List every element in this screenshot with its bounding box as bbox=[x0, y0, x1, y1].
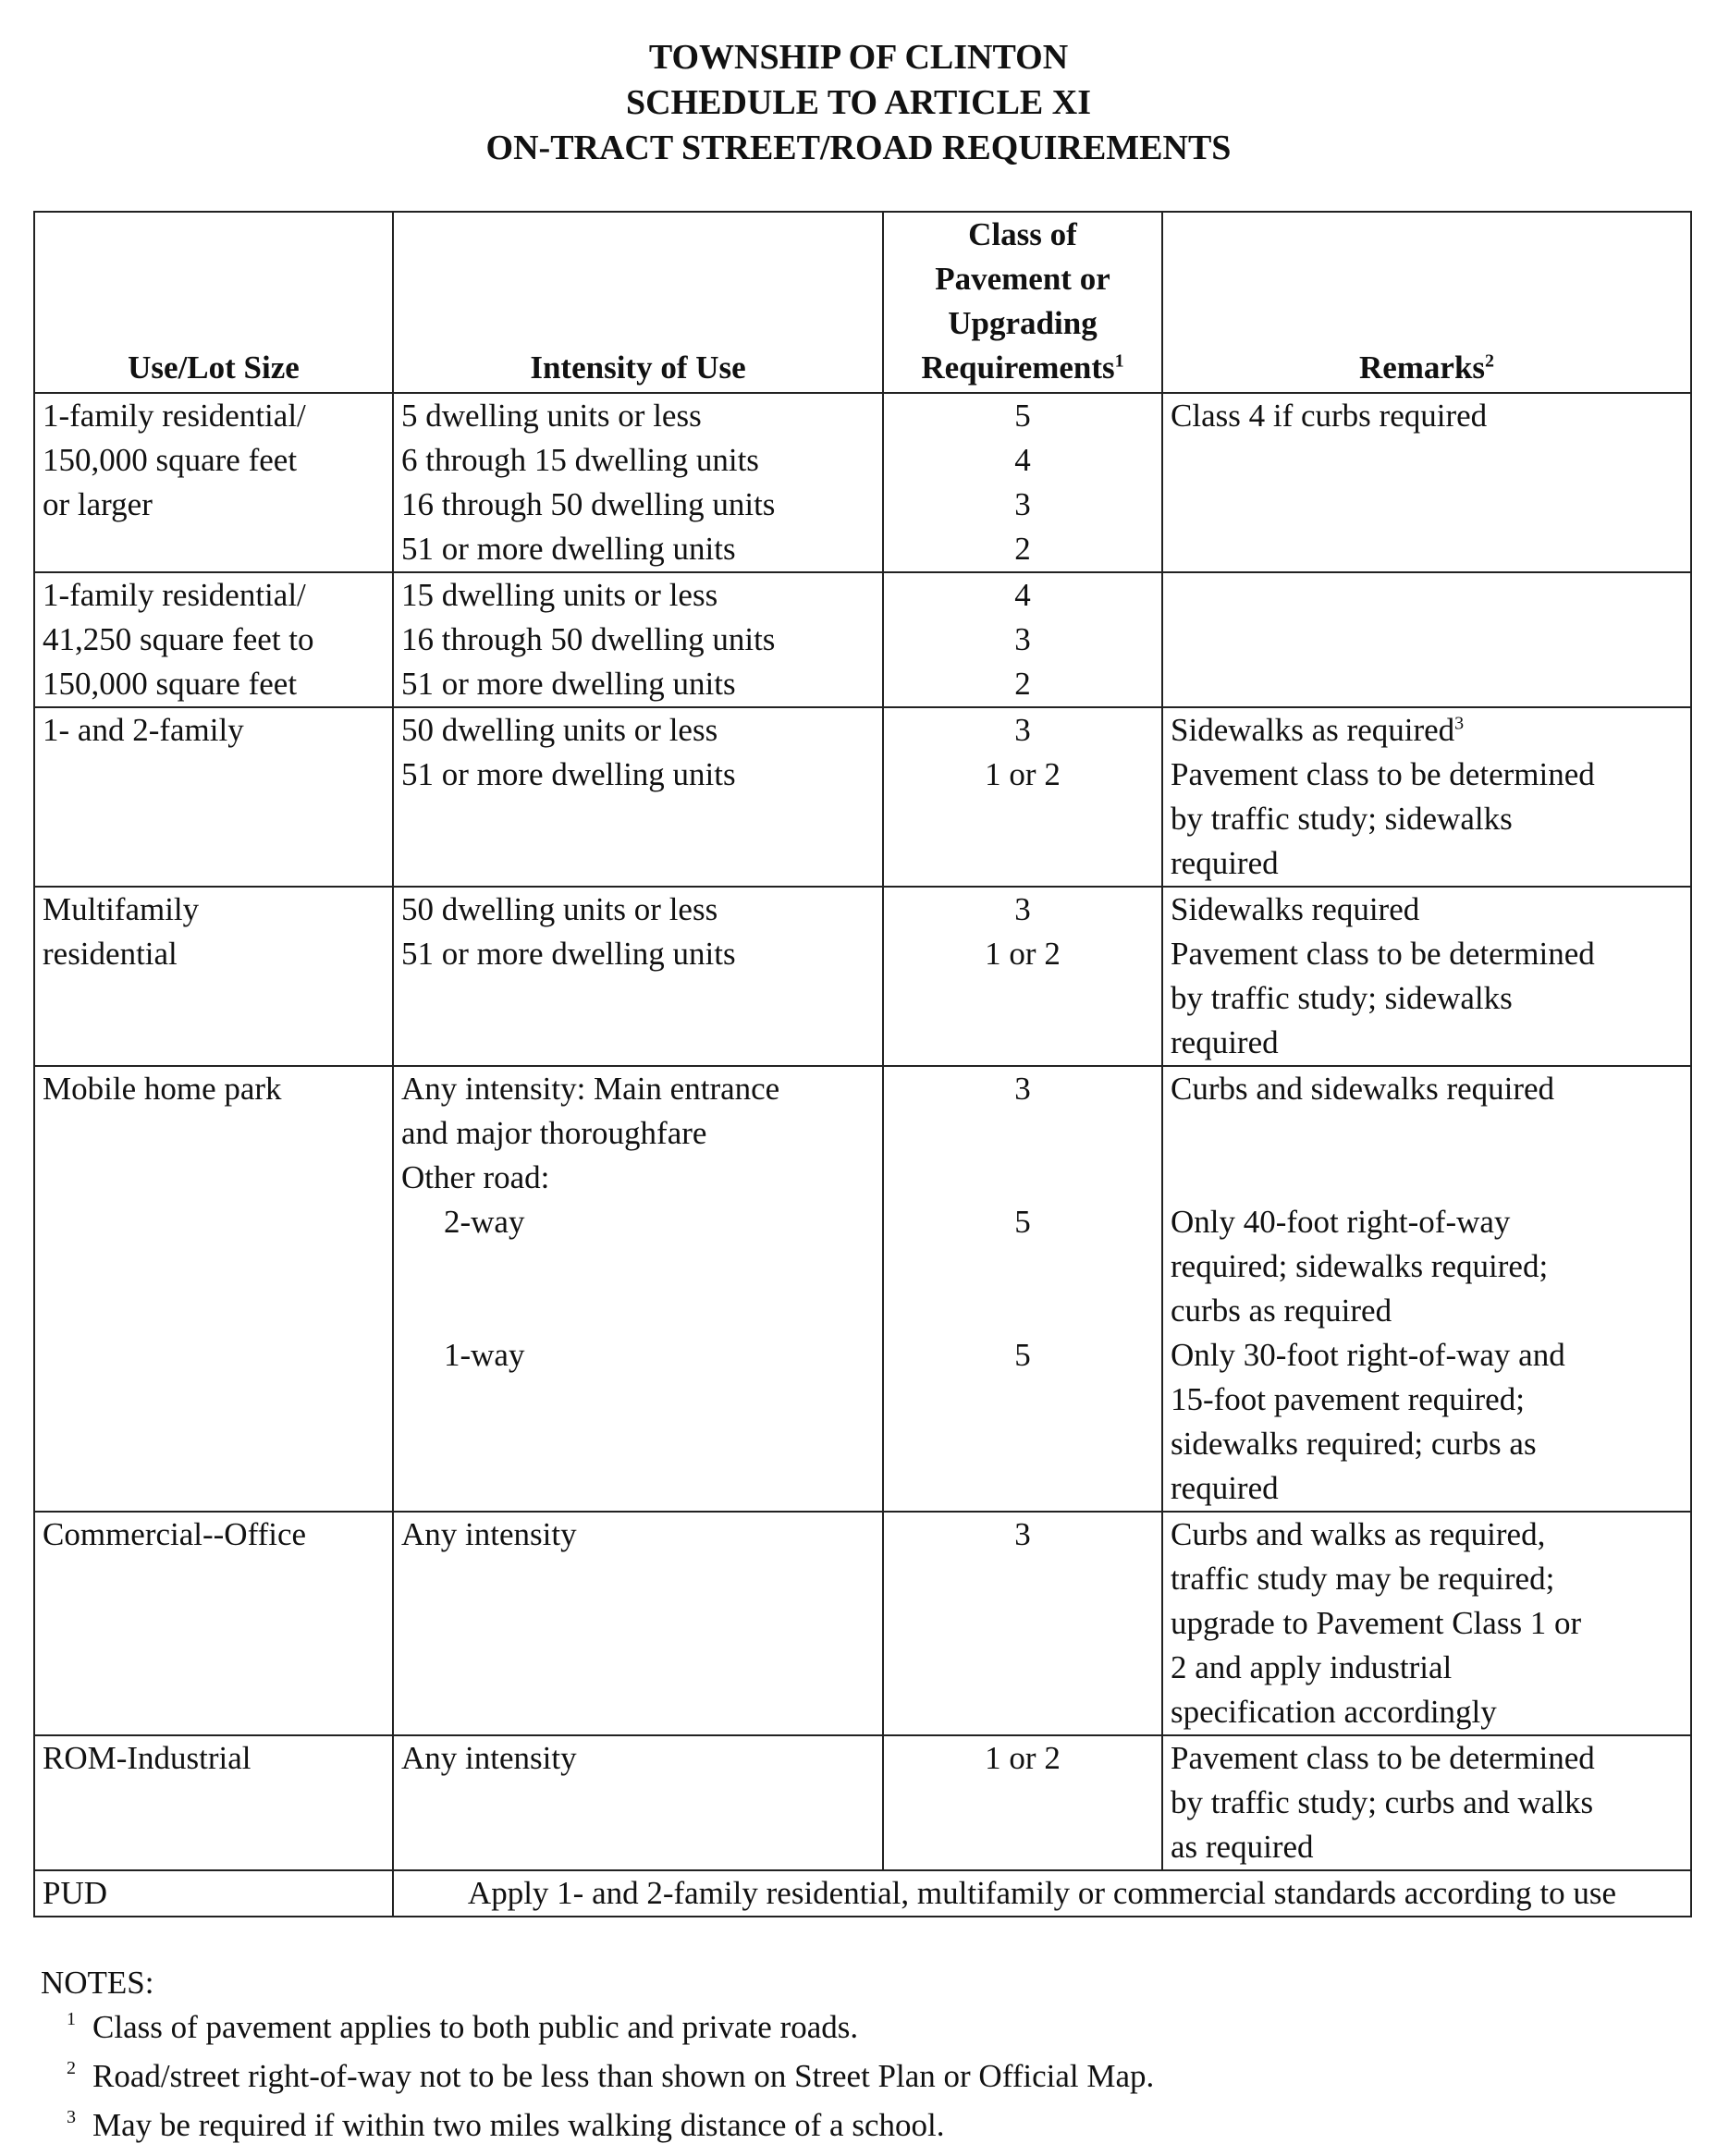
table-row bbox=[34, 887, 1691, 1066]
title-line-3: ON-TRACT STREET/ROAD REQUIREMENTS bbox=[485, 129, 1232, 167]
requirements-table bbox=[33, 211, 1692, 1917]
notes-section bbox=[41, 1961, 1668, 2152]
class-cell: 3 1 or 2 bbox=[883, 887, 1162, 1066]
pud-standards-cell: Apply 1- and 2-family residential, multifamily or commercial standards according to use bbox=[393, 1870, 1691, 1917]
class-cell: 5 4 3 2 bbox=[883, 393, 1162, 572]
note-marker: 3 bbox=[67, 2107, 76, 2127]
note-text: Class of pavement applies to both public and private roads. bbox=[92, 2009, 859, 2045]
table-row bbox=[34, 1512, 1691, 1735]
remarks-cell: Class 4 if curbs required bbox=[1162, 393, 1691, 572]
intensity-cell: 5 dwelling units or less 6 through 15 dwelling units 16 through 50 dwelling units 51 or more dwelling units bbox=[393, 393, 883, 572]
use-cell: PUD bbox=[34, 1870, 393, 1917]
intensity-cell: 15 dwelling units or less 16 through 50 dwelling units 51 or more dwelling units bbox=[393, 572, 883, 707]
table-row bbox=[34, 1066, 1691, 1512]
header-remarks: Remarks$^2$ bbox=[1162, 212, 1691, 393]
use-cell: 1-family residential/ 41,250 square feet to 150,000 square feet bbox=[34, 572, 393, 707]
note-marker: 2 bbox=[67, 2058, 76, 2078]
intensity-cell: Any intensity bbox=[393, 1735, 883, 1870]
note-text: Road/street right-of-way not to be less than shown on Street Plan or Official Map. bbox=[92, 2058, 1155, 2094]
intensity-cell: 50 dwelling units or less 51 or more dwelling units bbox=[393, 707, 883, 887]
use-cell: ROM-Industrial bbox=[34, 1735, 393, 1870]
remarks-cell: Curbs and sidewalks required Only 40-foot right-of-way required; sidewalks required; curbs as required Only 30-foot right-of-way and 15-foot pavement required; sidewalks required; curbs as required bbox=[1162, 1066, 1691, 1512]
remarks-cell: Pavement class to be determined by traffic study; curbs and walks as required bbox=[1162, 1735, 1691, 1870]
table-row bbox=[34, 1870, 1691, 1917]
header-use: Use/Lot Size bbox=[34, 212, 393, 393]
remarks-cell: Sidewalks as required$^3$ Pavement class to be determined by traffic study; sidewalks required bbox=[1162, 707, 1691, 887]
note-item bbox=[41, 2054, 1668, 2103]
table-row bbox=[34, 707, 1691, 887]
remarks-cell: Sidewalks required Pavement class to be determined by traffic study; sidewalks required bbox=[1162, 887, 1691, 1066]
header-row bbox=[34, 212, 1691, 393]
intensity-cell: 50 dwelling units or less 51 or more dwelling units bbox=[393, 887, 883, 1066]
remarks-cell: Curbs and walks as required, traffic study may be required; upgrade to Pavement Class 1 or 2 and apply industrial specification accordingly bbox=[1162, 1512, 1691, 1735]
note-item bbox=[41, 2103, 1668, 2152]
notes-heading: NOTES: bbox=[41, 1965, 154, 2001]
table-row bbox=[34, 572, 1691, 707]
class-cell: 3 5 5 bbox=[883, 1066, 1162, 1512]
note-item bbox=[41, 2005, 1668, 2054]
header-intensity: Intensity of Use bbox=[393, 212, 883, 393]
class-cell: 3 bbox=[883, 1512, 1162, 1735]
use-cell: Mobile home park bbox=[34, 1066, 393, 1512]
document-title bbox=[0, 35, 1717, 171]
remarks-cell bbox=[1162, 572, 1691, 707]
use-cell: 1- and 2-family bbox=[34, 707, 393, 887]
note-marker: 1 bbox=[67, 2009, 76, 2029]
title-line-1: TOWNSHIP OF CLINTON bbox=[648, 38, 1069, 77]
class-cell: 1 or 2 bbox=[883, 1735, 1162, 1870]
title-line-2: SCHEDULE TO ARTICLE XI bbox=[625, 83, 1092, 122]
note-text: May be required if within two miles walking distance of a school. bbox=[92, 2107, 945, 2143]
class-cell: 3 1 or 2 bbox=[883, 707, 1162, 887]
table-row bbox=[34, 1735, 1691, 1870]
use-cell: Commercial--Office bbox=[34, 1512, 393, 1735]
intensity-cell: Any intensity bbox=[393, 1512, 883, 1735]
intensity-cell: Any intensity: Main entrance and major thoroughfare Other road: 2-way 1-way bbox=[393, 1066, 883, 1512]
use-cell: 1-family residential/ 150,000 square feet or larger bbox=[34, 393, 393, 572]
header-class: Class of Pavement or Upgrading Requirements$^1$ bbox=[883, 212, 1162, 393]
use-cell: Multifamily residential bbox=[34, 887, 393, 1066]
table-row bbox=[34, 393, 1691, 572]
class-cell: 4 3 2 bbox=[883, 572, 1162, 707]
